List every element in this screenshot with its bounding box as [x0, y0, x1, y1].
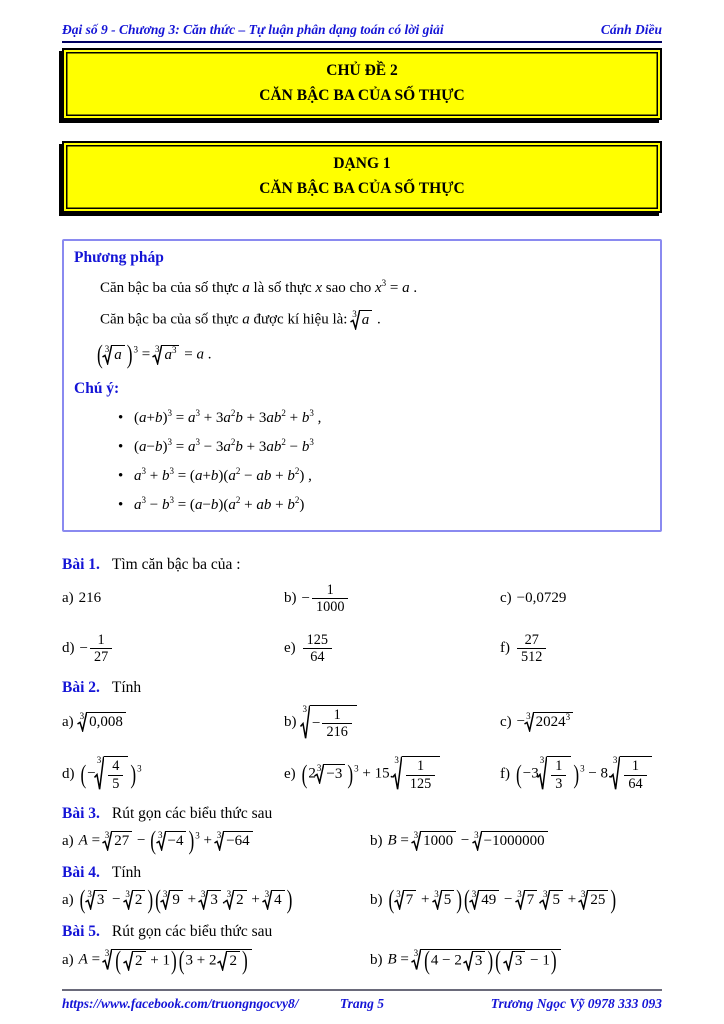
exercise-item — [62, 712, 284, 732]
exercise-heading — [62, 556, 662, 574]
exercise-item — [500, 756, 662, 792]
exercise-label: Bài 3. — [62, 805, 100, 822]
banner-dang-1 — [62, 141, 662, 213]
item-formula: (− 3 $\frac{4}{5}$ )$^3$ — [80, 755, 142, 792]
exercise-prompt: Tìm căn bậc ba của : — [111, 556, 241, 573]
exercise-item — [370, 831, 662, 851]
exercise-item — [500, 632, 662, 666]
exercise-bai-4 — [62, 864, 662, 915]
exercise-item — [62, 632, 284, 666]
item-tag: d) — [62, 765, 75, 782]
item-tag: e) — [284, 640, 296, 657]
exercise-label: Bài 5. — [62, 923, 100, 940]
item-tag: a) — [62, 590, 74, 607]
item-formula: 3 0,008 — [79, 712, 127, 732]
banner-chu-de-2 — [62, 48, 662, 120]
item-formula: ( 3 7 + 3 5 ) ( 3 49 − 3 7 . 3 5 + 3 25 ) — [388, 885, 617, 915]
bullet-formula: $a^3 - b^3 = (a-b)(a^2$ + ab + $b^2$) — [134, 495, 305, 513]
item-formula: − $\frac{1}{27}$ — [80, 632, 115, 666]
exercise-item — [62, 590, 284, 607]
item-formula: A = 3 27 − ( 3 −4 )$^3$ + 3 −64 — [79, 831, 254, 851]
exercise-prompt: Tính — [111, 678, 142, 696]
item-tag: f) — [500, 640, 510, 657]
item-tag: a) — [62, 891, 74, 908]
method-line: Căn bậc ba của số thực a được kí hiệu là: 3 a . — [100, 309, 381, 328]
item-formula: − $\frac{1}{1000}$ — [302, 582, 351, 616]
item-tag: b) — [370, 832, 383, 849]
page-footer — [62, 989, 662, 1012]
item-formula: 3 − $\frac{1}{216}$ — [302, 705, 358, 741]
note-bullet — [118, 439, 648, 456]
item-formula: 216 — [78, 590, 102, 607]
exercise-item — [500, 712, 662, 732]
exercise-bai-1 — [62, 556, 662, 666]
bullet-icon: • — [118, 439, 124, 455]
footer-facebook-link: https://www.facebook.com/truongngocvy8/ — [62, 996, 299, 1011]
exercise-prompt: Rút gọn các biểu thức sau — [111, 805, 273, 822]
bullet-icon: • — [118, 410, 124, 426]
item-formula: (2 3 −3 )$^3$ + 15. 3 $\frac{1}{125}$ — [301, 756, 442, 792]
exercise-item — [370, 946, 662, 976]
item-formula: B = 3 1000 − 3 −1000000 — [388, 831, 549, 851]
bullet-formula: $(a-b)^3 = a^3 - 3a^2b + 3ab^2 - b^3$ — [134, 437, 314, 455]
method-line: Căn bậc ba của số thực a là số thực x sao cho $x^3 = a$ . — [100, 278, 418, 296]
note-title: Chú ý: — [74, 380, 120, 397]
exercise-label: Bài 2. — [62, 678, 100, 696]
exercise-bai-2 — [62, 679, 662, 793]
exercise-item — [62, 946, 370, 976]
exercise-item — [370, 885, 662, 915]
method-box — [62, 239, 662, 532]
exercise-item — [284, 705, 500, 741]
item-tag: a) — [62, 832, 74, 849]
exercise-bai-3 — [62, 805, 662, 856]
page-header — [62, 22, 662, 43]
item-formula: B = 3 (4 − 2 3 ) ( 3 − 1) — [388, 949, 562, 971]
exercise-label: Bài 4. — [62, 864, 100, 881]
exercise-bai-5 — [62, 923, 662, 976]
exercise-item — [284, 756, 500, 792]
exercise-prompt: Tính — [111, 864, 142, 881]
bullet-icon: • — [118, 468, 124, 484]
exercise-heading — [62, 805, 662, 823]
item-formula: $\frac{125}{64}$ — [301, 632, 334, 666]
item-tag: b) — [370, 951, 383, 968]
exercise-item — [62, 885, 370, 915]
exercise-item — [284, 582, 500, 616]
header-left-title: Đại số 9 - Chương 3: Căn thức – Tự luận phân dạng toán có lời giải — [62, 22, 444, 37]
footer-page-number: Trang 5 — [339, 996, 385, 1011]
item-tag: a) — [62, 951, 74, 968]
banner-line-2: CĂN BẬC BA CỦA SỐ THỰC — [259, 87, 465, 104]
method-formula: ( 3 a )$^3$ = 3 $a^3$ = a . — [97, 340, 212, 370]
banner-line-1: DẠNG 1 — [333, 155, 391, 172]
item-formula: A = 3 ( 2 + 1) (3 + 2 2 ) — [79, 949, 253, 971]
exercise-prompt: Rút gọn các biểu thức sau — [111, 923, 273, 940]
banner-line-2: CĂN BẬC BA CỦA SỐ THỰC — [259, 180, 465, 197]
item-formula: −0,0729 — [516, 590, 567, 607]
item-tag: b) — [284, 590, 297, 607]
item-tag: f) — [500, 765, 510, 782]
exercise-heading — [62, 923, 662, 941]
item-tag: e) — [284, 765, 296, 782]
item-formula: $\frac{27}{512}$ — [515, 632, 548, 666]
note-bullet — [118, 410, 648, 427]
item-formula: (−3 3 $\frac{1}{3}$ )$^3$ − 8. 3 $\frac{1}{64}$ — [515, 756, 653, 792]
item-tag: b) — [370, 891, 383, 908]
item-tag: a) — [62, 713, 74, 730]
exercise-label: Bài 1. — [62, 556, 100, 573]
exercise-item — [62, 826, 370, 856]
bullet-formula: $a^3 + b^3 = (a+b)(a^2$ − ab + $b^2$) , — [134, 466, 312, 484]
exercise-item — [62, 756, 284, 792]
item-tag: c) — [500, 590, 512, 607]
footer-author-phone: Trương Ngọc Vỹ 0978 333 093 — [490, 996, 662, 1011]
exercise-item — [500, 590, 662, 607]
item-formula: ( 3 3 − 3 2 ) ( 3 9 + 3 3 . 3 2 + 3 4 ) — [79, 885, 293, 915]
note-bullet — [118, 468, 648, 485]
bullet-formula: $(a+b)^3 = a^3 + 3a^2b + 3ab^2 + b^3$ , — [134, 408, 322, 426]
banner-line-1: CHỦ ĐỀ 2 — [326, 62, 398, 79]
note-bullet — [118, 497, 648, 514]
bullet-icon: • — [118, 497, 124, 513]
item-tag: b) — [284, 713, 297, 730]
exercise-item — [284, 632, 500, 666]
header-right-brand: Cánh Diều — [600, 22, 662, 37]
item-formula: − 3 2024$^3$ — [517, 712, 574, 732]
item-tag: d) — [62, 640, 75, 657]
exercise-heading — [62, 679, 662, 697]
item-tag: c) — [500, 713, 512, 730]
method-title: Phương pháp — [74, 249, 164, 266]
exercise-heading — [62, 864, 662, 882]
